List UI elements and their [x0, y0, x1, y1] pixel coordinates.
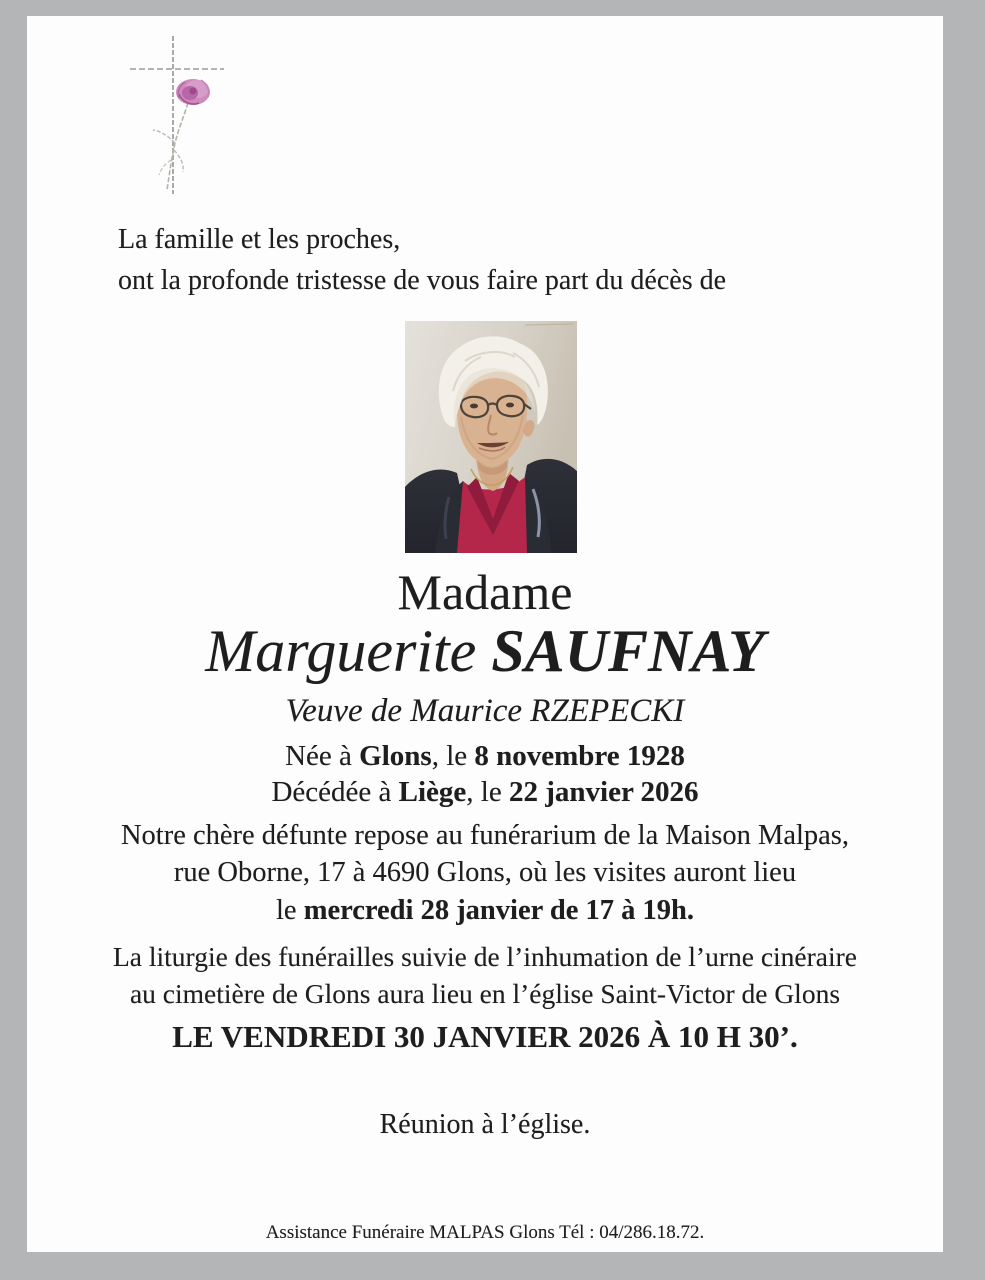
- deceased-last-name: SAUFNAY: [491, 618, 765, 684]
- widow-line: Veuve de Maurice RZEPECKI: [285, 693, 685, 729]
- deceased-first-name: Marguerite: [205, 618, 477, 684]
- birth-middle: , le: [431, 740, 475, 772]
- deceased-title: Madame: [397, 564, 573, 620]
- visitation-schedule: [27, 892, 943, 929]
- intro-line-2: ont la profonde tristesse de vous faire part du décès de: [118, 265, 727, 296]
- funeral-home-footer: Assistance Funéraire MALPAS Glons Tél : 04/286.18.72.: [265, 1222, 705, 1243]
- death-date: 22 janvier 2026: [508, 776, 699, 808]
- birth-place: Glons: [359, 740, 432, 772]
- funeral-paragraph: [27, 938, 943, 1012]
- schedule-datetime: mercredi 28 janvier de 17 à 19h.: [303, 895, 694, 926]
- death-line: [27, 774, 943, 810]
- schedule-prefix: le: [276, 895, 304, 926]
- visitation-line-2: rue Oborne, 17 à 4690 Glons, où les visites auront lieu: [173, 857, 797, 888]
- visitation-paragraph: [27, 817, 943, 891]
- death-place: Liège: [398, 776, 467, 808]
- birth-line: [27, 738, 943, 774]
- funeral-line-2: au cimetière de Glons aura lieu en l’église Saint-Victor de Glons: [129, 978, 841, 1009]
- funeral-line-1: La liturgie des funérailles suivie de l’inhumation de l’urne cinéraire: [112, 941, 858, 972]
- cross-with-rose-icon: [127, 30, 231, 207]
- deceased-name: [27, 617, 943, 686]
- birth-date: 8 novembre 1928: [474, 740, 685, 772]
- gathering-line: Réunion à l’église.: [379, 1109, 591, 1140]
- portrait-photo: [405, 321, 577, 553]
- death-prefix: Décédée à: [271, 776, 399, 808]
- funeral-datetime: LE VENDREDI 30 JANVIER 2026 À 10 H 30’.: [172, 1019, 798, 1054]
- intro-text: [118, 219, 726, 301]
- birth-prefix: Née à: [285, 740, 360, 772]
- death-middle: , le: [466, 776, 509, 808]
- intro-line-1: La famille et les proches,: [118, 224, 401, 255]
- visitation-line-1: Notre chère défunte repose au funérarium de la Maison Malpas,: [120, 820, 850, 851]
- name-space: [476, 618, 491, 684]
- birth-death-lines: [27, 738, 943, 810]
- announcement-paper: [27, 16, 943, 1252]
